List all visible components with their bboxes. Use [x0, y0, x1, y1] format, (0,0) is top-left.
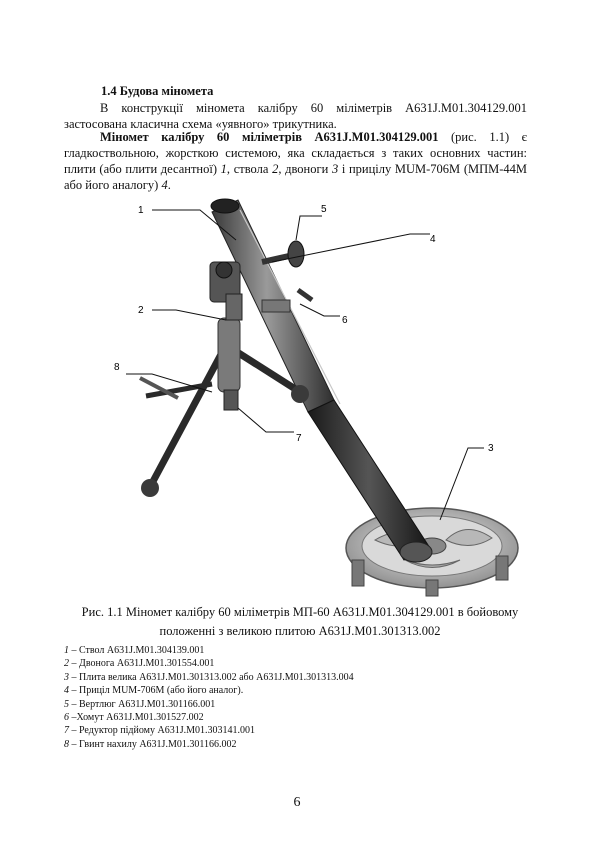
page-number: 6 [293, 795, 301, 810]
sight [210, 262, 242, 320]
part-ref-3: 3 [331, 162, 339, 176]
callout-7: 7 [296, 433, 302, 444]
legend-text: – Приціл MUM-706M (або його аналог). [69, 685, 244, 697]
legend-row [64, 711, 354, 724]
paragraph-2-t4: . [167, 178, 171, 192]
legend-text: – Гвинт нахилу А631J.М01.301166.002 [69, 738, 237, 750]
legend-row [64, 671, 354, 684]
legend-num: 4 [64, 685, 69, 697]
section-heading: 1.4 Будова міномета [101, 84, 214, 98]
paragraph-1-text: В конструкції міномета калібру 60 міліметрів А631J.М01.304129.001 застосована класична схема «уявного» трикутника. [64, 101, 527, 131]
legend-row [64, 644, 354, 657]
legend-num: 5 [64, 698, 69, 710]
legend-text: –Хомут А631J.М01.301527.002 [69, 712, 204, 724]
mortar-illustration [100, 190, 530, 600]
paragraph-2 [64, 129, 527, 193]
legend-row [64, 698, 354, 711]
legend-num: 3 [64, 671, 69, 683]
callout-1: 1 [138, 205, 144, 216]
callout-3: 3 [488, 443, 494, 454]
callout-6: 6 [342, 315, 348, 326]
legend-row [64, 684, 354, 697]
parts-legend [64, 644, 354, 751]
legend-row [64, 657, 354, 670]
paragraph-1 [64, 100, 527, 132]
legend-text: – Вертлюг А631J.М01.301166.001 [69, 698, 216, 710]
barrel [211, 199, 432, 562]
paragraph-2-t1: , ствола [226, 162, 273, 176]
callout-8: 8 [114, 362, 120, 373]
paragraph-2-t3: і прицілу MUM-706M (МПМ-44М або його аналогу) [64, 162, 528, 192]
legend-num: 7 [64, 725, 69, 737]
legend-row [64, 724, 354, 737]
figure-caption [60, 603, 540, 641]
callout-5: 5 [321, 204, 327, 215]
part-ref-2: 2 [272, 162, 279, 176]
caption-line-2: положенні з великою плитою А631J.М01.301313.002 [159, 624, 441, 638]
callout-2: 2 [138, 305, 144, 316]
legend-num: 2 [64, 658, 69, 670]
legend-num: 1 [64, 645, 69, 656]
caption-line-1: Рис. 1.1 Міномет калібру 60 міліметрів МП-60 А631J.М01.304129.001 в бойовому [81, 605, 519, 619]
callout-4: 4 [430, 234, 436, 245]
legend-num: 8 [64, 738, 69, 750]
paragraph-2-lead: Міномет калібру 60 міліметрів А631J.М01.304129.001 [100, 130, 439, 144]
legend-num: 6 [64, 712, 69, 724]
part-ref-1: 1 [220, 162, 227, 176]
legend-text: – Плита велика А631J.М01.301313.002 або А631J.М01.301313.004 [69, 671, 354, 683]
legend-text: – Ствол А631J.М01.304139.001 [69, 645, 205, 656]
legend-text: – Редуктор підйому А631J.М01.303141.001 [69, 725, 256, 737]
paragraph-2-t2: , двоноги [278, 162, 332, 176]
part-ref-4: 4 [161, 178, 168, 192]
legend-row [64, 738, 354, 751]
paragraph-2-text: (рис. 1.1) є гладкоствольною, жорсткою системою, яка складається з таких основних частин: плити (або плити десантної) [64, 130, 528, 176]
legend-text: – Двонога А631J.М01.301554.001 [69, 658, 215, 670]
